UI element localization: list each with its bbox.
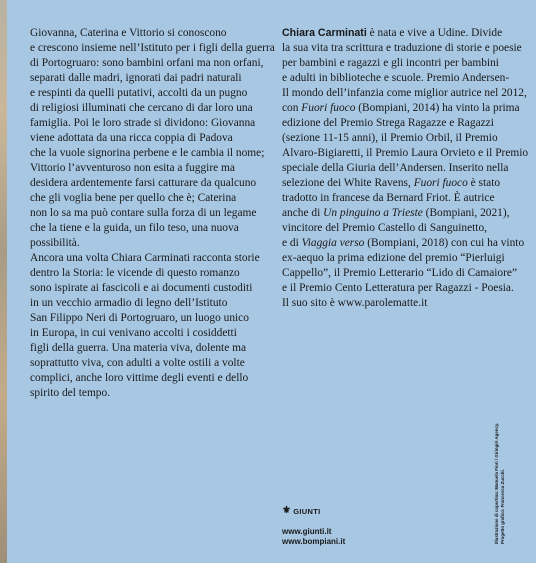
- synopsis-line: separati dalle madri, ignorati dai padri naturali: [30, 72, 242, 84]
- publisher-logo: [282, 506, 320, 516]
- book-title: Fuori fuoco: [301, 102, 356, 114]
- bio-line: Il mondo dell’infanzia come miglior autrice nel 2012,: [282, 87, 527, 99]
- synopsis-line: di Portogruaro: sono bambini orfani ma non orfani,: [30, 57, 264, 69]
- synopsis-line: soprattutto viva, con adulti a volte ostili a volte: [30, 357, 245, 369]
- synopsis-line: dentro la Storia: le vicende di questo romanzo: [30, 267, 240, 279]
- credit-line: Progetto grafico: Francesca Zucchi.: [500, 469, 505, 544]
- synopsis-line: Giovanna, Caterina e Vittorio si conoscono: [30, 27, 227, 39]
- bio-line: Il suo sito è www.parolematte.it: [282, 297, 428, 309]
- synopsis-line: Vittorio l’avventuroso non esita a fuggire ma: [30, 162, 235, 174]
- bio-line: Cappello”, il Premio Letterario “Lido di Camaiore”: [282, 267, 518, 279]
- bio-line: la sua vita tra scrittura e traduzione di storie e poesie: [282, 42, 522, 54]
- synopsis-column: [30, 26, 275, 401]
- bio-line: anche di Un pinguino a Trieste (Bompiani, 2021),: [282, 207, 510, 219]
- synopsis-line: complici, anche loro vittime degli eventi e dello: [30, 372, 249, 384]
- bio-line: (sezione 11-15 anni), il Premio Orbil, il Premio: [282, 132, 498, 144]
- cover-edge-strip: [0, 0, 7, 563]
- bio-line: per bambini e ragazzi e gli incontri per bambini: [282, 57, 499, 69]
- synopsis-line: non lo sa ma può contare sulla forza di un legame: [30, 207, 257, 219]
- cover-credits: [494, 423, 506, 544]
- author-bio-column: [282, 26, 528, 311]
- synopsis-line: che la tiene e la guida, un filo teso, una nuova: [30, 222, 239, 234]
- synopsis-line: spirito del tempo.: [30, 387, 111, 399]
- bio-line: e di Viaggia verso (Bompiani, 2018) con cui ha vinto: [282, 237, 525, 249]
- author-name: Chiara Carminati: [282, 27, 367, 39]
- synopsis-line: famiglia. Poi le loro strade si dividono: Giovanna: [30, 117, 256, 129]
- synopsis-line: possibilità.: [30, 237, 80, 249]
- book-title: Fuori fuoco: [413, 177, 468, 189]
- synopsis-line: Ancora una volta Chiara Carminati racconta storie: [30, 252, 260, 264]
- synopsis-line: in Europa, in cui venivano accolti i cosiddetti: [30, 327, 237, 339]
- bio-line: selezione dei White Ravens, Fuori fuoco è stato: [282, 177, 501, 189]
- synopsis-line: che gli voglia bene per quello che è; Caterina: [30, 192, 237, 204]
- book-title: Viaggia verso: [301, 237, 365, 249]
- bio-line: Alvaro-Bigiaretti, il Premio Laura Orvieto e il Premio: [282, 147, 529, 159]
- bio-line: Chiara Carminati è nata e vive a Udine. Divide: [282, 27, 503, 39]
- publisher-url: www.bompiani.it: [282, 537, 346, 546]
- synopsis-line: e crescono insieme nell’Istituto per i figli della guerra: [30, 42, 275, 54]
- publisher-urls: [282, 527, 345, 547]
- giunti-lily-icon: ⚜: [282, 505, 292, 516]
- publisher-logo-text: GIUNTI: [293, 506, 321, 516]
- bio-line: ex-aequo la prima edizione del premio “Pierluigi: [282, 252, 505, 264]
- bio-line: edizione del Premio Strega Ragazze e Ragazzi: [282, 117, 494, 129]
- book-title: Un pinguino a Trieste: [323, 207, 423, 219]
- synopsis-line: viene adottata da una ricca coppia di Padova: [30, 132, 233, 144]
- credit-line: Illustrazione di copertina: Manuela Fiori / Giringiri Agency.: [494, 422, 499, 544]
- bio-line: speciale della Giuria dell’Andersen. Inserito nella: [282, 162, 509, 174]
- synopsis-line: che la vuole signorina perbene e le cambia il nome;: [30, 147, 265, 159]
- synopsis-line: in un vecchio armadio di legno dell’Istituto: [30, 297, 228, 309]
- synopsis-line: San Filippo Neri di Portogruaro, un luogo unico: [30, 312, 249, 324]
- bio-line: tradotto in francese da Bernard Friot. È autrice: [282, 192, 495, 204]
- bio-line: con Fuori fuoco (Bompiani, 2014) ha vinto la prima: [282, 102, 520, 114]
- synopsis-line: di religiosi illuminati che cercano di dar loro una: [30, 102, 253, 114]
- synopsis-line: desidera ardentemente farsi catturare da qualcuno: [30, 177, 257, 189]
- bio-line: e il Premio Cento Letteratura per Ragazzi - Poesia.: [282, 282, 514, 294]
- bio-line: e adulti in biblioteche e scuole. Premio Andersen-: [282, 72, 510, 84]
- synopsis-line: e respinti da quelli putativi, accolti da un pugno: [30, 87, 248, 99]
- synopsis-line: sono ispirate ai fascicoli e ai documenti custoditi: [30, 282, 253, 294]
- publisher-url: www.giunti.it: [282, 527, 332, 536]
- synopsis-line: figli della guerra. Una materia viva, dolente ma: [30, 342, 247, 354]
- bio-line: vincitore del Premio Castello di Sanguinetto,: [282, 222, 487, 234]
